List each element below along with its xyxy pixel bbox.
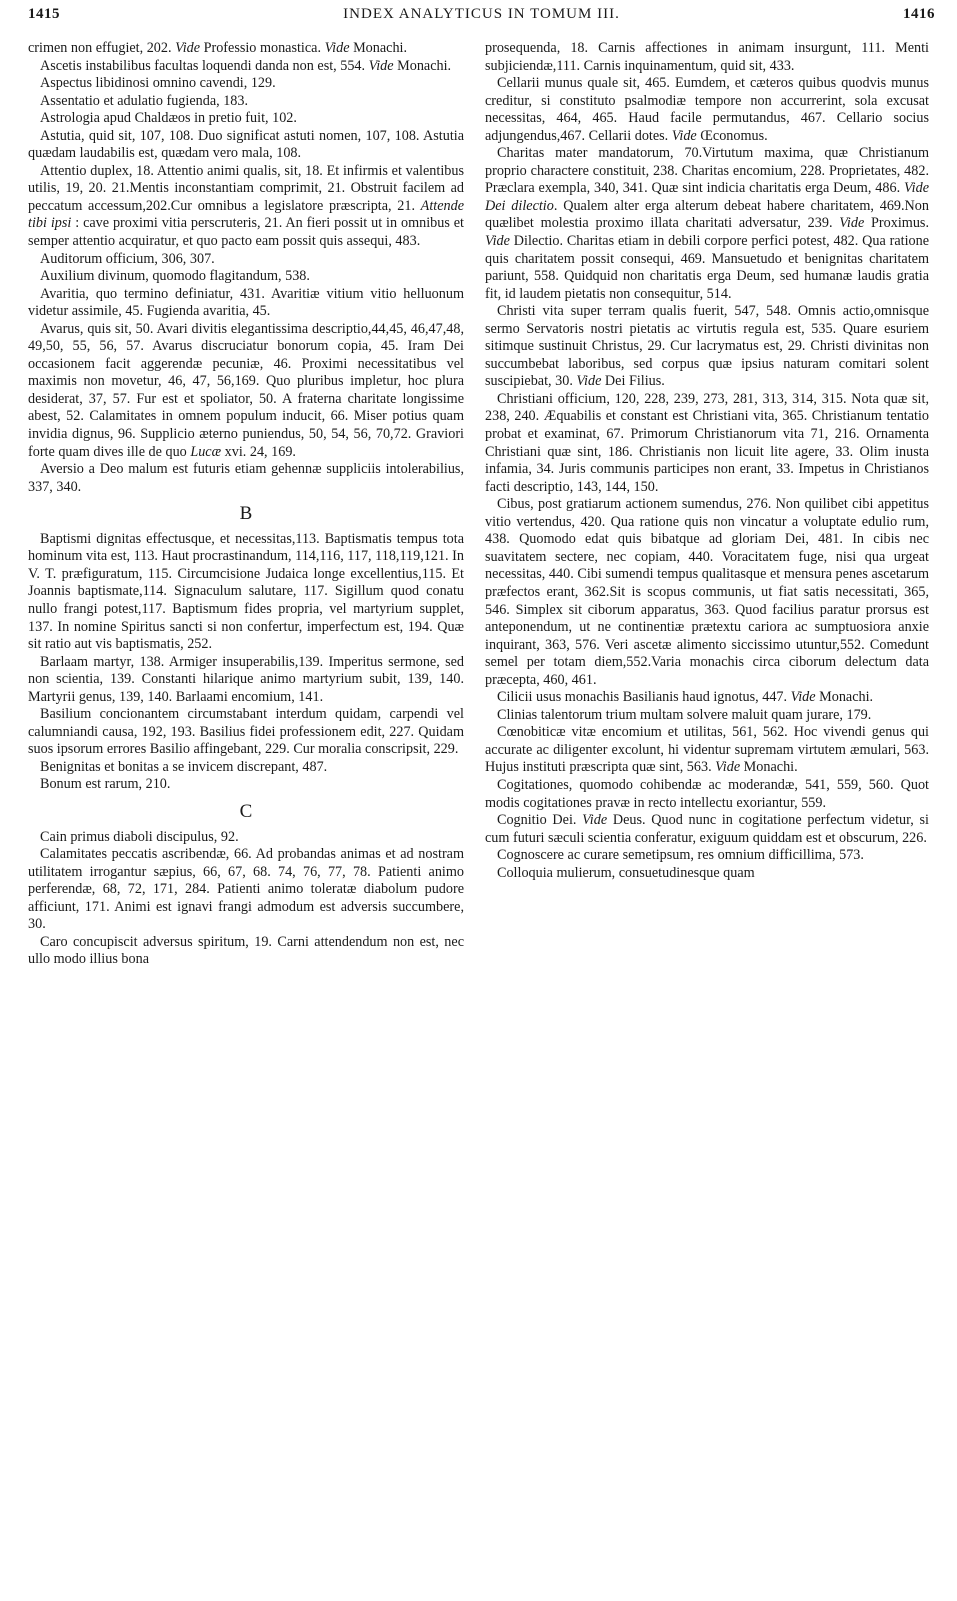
- index-entry: Ascetis instabilibus facultas loquendi danda non est, 554. Vide Monachi.: [40, 57, 452, 74]
- index-entry: Astrologia apud Chaldæos in pretio fuit, 102.: [40, 110, 297, 127]
- index-entry: Colloquia mulierum, consuetudinesque quam: [497, 864, 755, 881]
- index-entry: Caro concupiscit adversus spiritum, 19. Carni attendendum non est, nec ullo modo illius bona: [28, 933, 464, 968]
- index-entry: Christiani officium, 120, 228, 239, 273, 281, 313, 314, 315. Nota quæ sit, 238, 240. Æquabilis et constant est Christiani vita, 365. Christianum tentatio probat et examinat, 67. Primorum Christianorum vita 71, 216. Ornamenta Christiani quæ sint, 186. Christianis non licuit lite agere, 33. Olim inusta infamia, 34. Juris communis participes non erant, 33. Impetus in Christianos facti descriptio, 143, 144, 150.: [485, 390, 929, 495]
- index-entry: Avaritia, quo termino definiatur, 431. Avaritiæ vitium vitio helluonum videtur assimile, 45. Fugienda avaritia, 45.: [28, 285, 464, 320]
- index-entry: Calamitates peccatis ascribendæ, 66. Ad probandas animas et ad nostram utilitatem irrogantur sæpius, 66, 67, 68. 74, 76, 77, 78. Patienti animo perferendæ, 68, 72, 171, 284. Patienti animo toleratæ diabolum pudore afficiunt, 171. Animi est ignavi frangi admodum est adversis succumbere, 30.: [28, 846, 464, 933]
- page-number-right: 1416: [903, 6, 935, 22]
- running-title: INDEX ANALYTICUS IN TOMUM III.: [343, 6, 620, 22]
- index-entry: Basilium concionantem circumstabant interdum quidam, carpendi vel calumniandi causa, 192, 193. Basilius fidei professionem edit, 227. Quidam suos ipsorum errores Basilio affingebant, 229. Cur moralia conscripsit, 229.: [28, 706, 464, 758]
- right-column: [485, 40, 929, 882]
- index-entry: Charitas mater mandatorum, 70.Virtutum maxima, quæ Christianum proprio charactere constituit, 238. Charitas encomium, 228. Proprietates, 482. Præclara exempla, 340, 341. Quæ sint indicia charitatis erga Deum, 486. Vide Dei dilectio. Qualem alter erga alterum debeat habere charitatem, 469.Non quælibet molestia proximo illata charitati adversatur, 239. Vide Proximus. Vide Dilectio. Charitas etiam in debili corpore perfici potest, 482. Qua ratione quis charitatem possit consequi, 469. Mansuetudo et benignitas charitatem pariunt, 558. Quidquid non charitatis erga Deum, sed humanæ laudis gratia fit, id laudem pietatis non consequitur, 514.: [485, 145, 929, 302]
- index-entry: Cilicii usus monachis Basilianis haud ignotus, 447. Vide Monachi.: [497, 689, 874, 706]
- index-entry: Aspectus libidinosi omnino cavendi, 129.: [40, 75, 276, 92]
- index-entry: Astutia, quid sit, 107, 108. Duo significat astuti nomen, 107, 108. Astutia quædam laudabilis est, quædam vero mala, 108.: [28, 127, 464, 162]
- index-entry: Benignitas et bonitas a se invicem discrepant, 487.: [40, 758, 328, 775]
- index-entry: Aversio a Deo malum est futuris etiam gehennæ suppliciis intolerabilius, 337, 340.: [28, 461, 464, 495]
- index-entry: Cognoscere ac curare semetipsum, res omnium difficillima, 573.: [497, 847, 864, 864]
- index-entry-continued: crimen non effugiet, 202. Vide Professio monastica. Vide Monachi.: [28, 40, 408, 56]
- section-letter: C: [239, 800, 253, 822]
- index-entry-continued: prosequenda, 18. Carnis affectiones in animam insurgunt, 111. Menti subjiciendæ,111. Carnis inquinamentum, quid sit, 433.: [485, 40, 929, 74]
- index-entry: Bonum est rarum, 210.: [40, 776, 171, 793]
- index-entry: Avarus, quis sit, 50. Avari divitis elegantissima descriptio,44,45, 46,47,48, 49,50, 55, 56, 57. Avarus discruciatur bonorum copia, 45. Iram Dei occasionem facit aggerendæ pecuniæ, 46. Proximi necessitatibus vel maximis non movetur, 46, 47, 56,169. Quo pluribus impletur, hoc plura desiderat, 37, 57. Fur est et spoliator, 50. A fraterna charitate longissime abest, 52. Calamitates in omnem populum inducit, 66. Miser potius quam invidia dignus, 96. Supplicio æterno puniendus, 50, 54, 56, 70,72. Graviori forte quam dives ille de quo Lucæ xvi. 24, 169.: [28, 320, 464, 460]
- index-entry: Cellarii munus quale sit, 465. Eumdem, et cæteros quibus quodvis munus creditur, si constituto psalmodiæ tempore non accurrerint, sola excusat necessitas, 464, 465. Haud facile permutandus, 467. Cellario socius adjungendus,467. Cellarii dotes. Vide Œconomus.: [485, 75, 929, 144]
- index-entry: Assentatio et adulatio fugienda, 183.: [40, 92, 249, 109]
- index-entry: Auxilium divinum, quomodo flagitandum, 538.: [40, 268, 310, 285]
- index-entry: Attentio duplex, 18. Attentio animi qualis, sit, 18. Et infirmis et valentibus utilis, 19, 20. 21.Mentis inconstantiam comprimit, 21. Obstruit facilem ad peccatum accessum,202.Cur omnibus a legislatore præscripta, 21. Attende tibi ipsi : cave proximi vitia perscruteris, 21. An fieri possit ut in omnibus et semper attentio acquiratur, et quo pacto eam possit quis assequi, 483.: [28, 162, 465, 250]
- index-entry: Auditorum officium, 306, 307.: [40, 250, 215, 267]
- index-entry: Barlaam martyr, 138. Armiger insuperabilis,139. Imperitus sermone, sed non scientia, 139. Constanti hilarique animo martyrium subit, 139, 140. Martyrii genus, 139, 140. Barlaami encomium, 141.: [28, 653, 464, 705]
- section-letter: B: [239, 503, 253, 525]
- left-column: [28, 40, 464, 969]
- index-entry: Christi vita super terram qualis fuerit, 547, 548. Omnis actio,omnisque sermo Servatoris nostri pietatis ac virtutis regula est, 535. Quare esuriem sitimque sustinuit Christus, 29. Cur lacrymatus est, 29. Christi divinitas non succumbebat laboribus, sed corpus quæ ipsius naturam comitari solent suscipiebat, 30. Vide Dei Filius.: [485, 303, 929, 390]
- page-header: [28, 6, 935, 28]
- index-entry: Cibus, post gratiarum actionem sumendus, 276. Non quilibet cibi appetitus vitio vertendus, 420. Qua ratione quis non vincatur a voluptate edulio rum, 438. Quomodo edat quis bibatque ad gloriam Dei, 481. In cibis nec suavitatem sectere, nec copiam, 440. Voracitatem fuge, nisi qua urgeat necessitas, 440. Cibi sumendi tempus qualitasque et mensura penes ascetarum præfectos erant, 362.Sit is scopus communis, ut fiat satis necessitati, 365, 546. Simplex sit ciborum apparatus, 363. Quod facilius paratur prorsus est anteponendum, ut ne continentiæ prætextu cariora ac sumptuosiora anxie inquirant, 363, 576. Veri ascetæ alimento siccissimo utuntur,552. Comedunt semel per totam diem,552.Varia monachis circa ciborum delectum data præcepta, 460, 461.: [485, 496, 929, 688]
- index-entry: Cœnobiticæ vitæ encomium et utilitas, 561, 562. Hoc vivendi genus qui accurate ac diligenter excolunt, hi videntur supremam virtutem æmulari, 563. Hujus instituti præscripta quæ sint, 563. Vide Monachi.: [485, 724, 929, 776]
- index-entry: Baptismi dignitas effectusque, et necessitas,113. Baptismatis tempus tota hominum vita est, 113. Haut procrastinandum, 114,116, 117, 118,119,121. In V. T. præfiguratum, 115. Circumcisione Judaica longe excellentius,115. Et Joannis baptismate,114. Signaculum salutare, 117. Sigillum quod conatu nullo frangi potest,117. Baptismum fides propria, vel martyrium supplet, 137. In nomine Spiritus sancti si non confertur, imperfectum est, 194. Quæ sit ratio aut vis baptismatis, 252.: [28, 530, 464, 653]
- page-number-left: 1415: [28, 6, 60, 22]
- index-entry: Cognitio Dei. Vide Deus. Quod nunc in cogitatione perfectum videtur, si cum futuri sæculi scientia conferatur, exiguum quiddam est et obscurum, 226.: [485, 812, 929, 846]
- index-entry: Cain primus diaboli discipulus, 92.: [40, 828, 239, 845]
- index-entry: Clinias talentorum trium multam solvere maluit quam jurare, 179.: [497, 706, 872, 723]
- index-entry: Cogitationes, quomodo cohibendæ ac moderandæ, 541, 559, 560. Quot modis cogitationes pravæ in recto intellectu exoriantur, 559.: [485, 776, 929, 811]
